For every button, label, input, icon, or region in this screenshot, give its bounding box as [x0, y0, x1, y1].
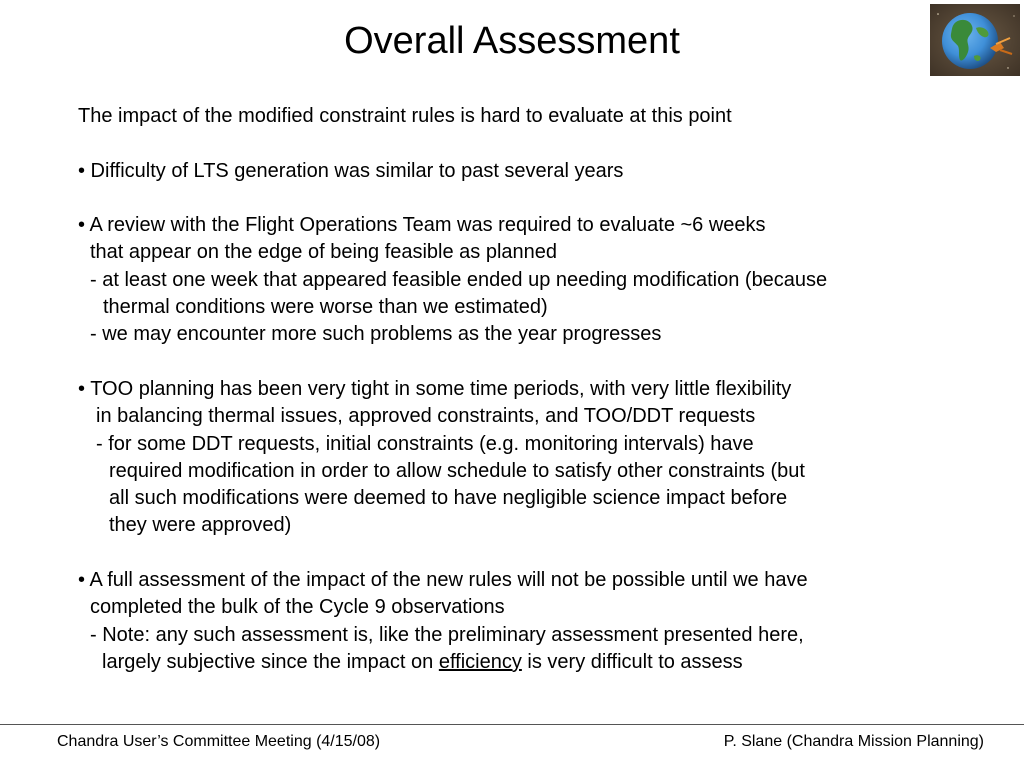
efficiency-link[interactable]: efficiency: [438, 650, 522, 673]
bullet-fot-review-cont: that appear on the edge of being feasible as planned: [90, 241, 558, 264]
subbullet-week-modification-cont: thermal conditions were worse than we estimated): [103, 296, 548, 319]
bullet-too-planning: • TOO planning has been very tight in some time periods, with very little flexibility: [78, 377, 792, 400]
spacer: [78, 130, 978, 157]
subbullet-ddt-requests-cont-3: they were approved): [109, 514, 292, 537]
note-text-post: is very difficult to assess: [521, 650, 743, 673]
subbullet-note: - Note: any such assessment is, like the preliminary assessment presented here,: [90, 623, 804, 646]
footer-meeting: Chandra User’s Committee Meeting (4/15/08): [57, 733, 381, 750]
subbullet-note-cont: [78, 649, 978, 676]
spacer: [78, 540, 978, 567]
bullet-lts-difficulty: • Difficulty of LTS generation was similar to past several years: [78, 159, 624, 182]
intro-text: The impact of the modified constraint rules is hard to evaluate at this point: [78, 105, 732, 127]
subbullet-week-modification: - at least one week that appeared feasible ended up needing modification (because: [90, 268, 828, 291]
bullet-full-assessment-cont: completed the bulk of the Cycle 9 observations: [90, 596, 505, 619]
footer-divider: [0, 724, 1024, 725]
footer-author: P. Slane (Chandra Mission Planning): [723, 733, 984, 750]
note-text-pre: largely subjective since the impact on: [102, 650, 439, 673]
slide-title: Overall Assessment: [344, 20, 680, 62]
bullet-fot-review: • A review with the Flight Operations Team was required to evaluate ~6 weeks: [78, 214, 766, 237]
subbullet-ddt-requests-cont-2: all such modifications were deemed to have negligible science impact before: [109, 487, 788, 510]
subbullet-more-problems: - we may encounter more such problems as the year progresses: [90, 323, 662, 346]
spacer: [78, 349, 978, 376]
slide-body: [78, 103, 978, 676]
bullet-too-planning-cont: in balancing thermal issues, approved constraints, and TOO/DDT requests: [96, 405, 756, 428]
earth-globe-icon: [930, 4, 1020, 76]
subbullet-ddt-requests: - for some DDT requests, initial constraints (e.g. monitoring intervals) have: [96, 432, 754, 455]
subbullet-ddt-requests-cont-1: required modification in order to allow schedule to satisfy other constraints (but: [109, 459, 805, 482]
bullet-full-assessment: • A full assessment of the impact of the new rules will not be possible until we have: [78, 569, 808, 592]
spacer: [78, 185, 978, 212]
